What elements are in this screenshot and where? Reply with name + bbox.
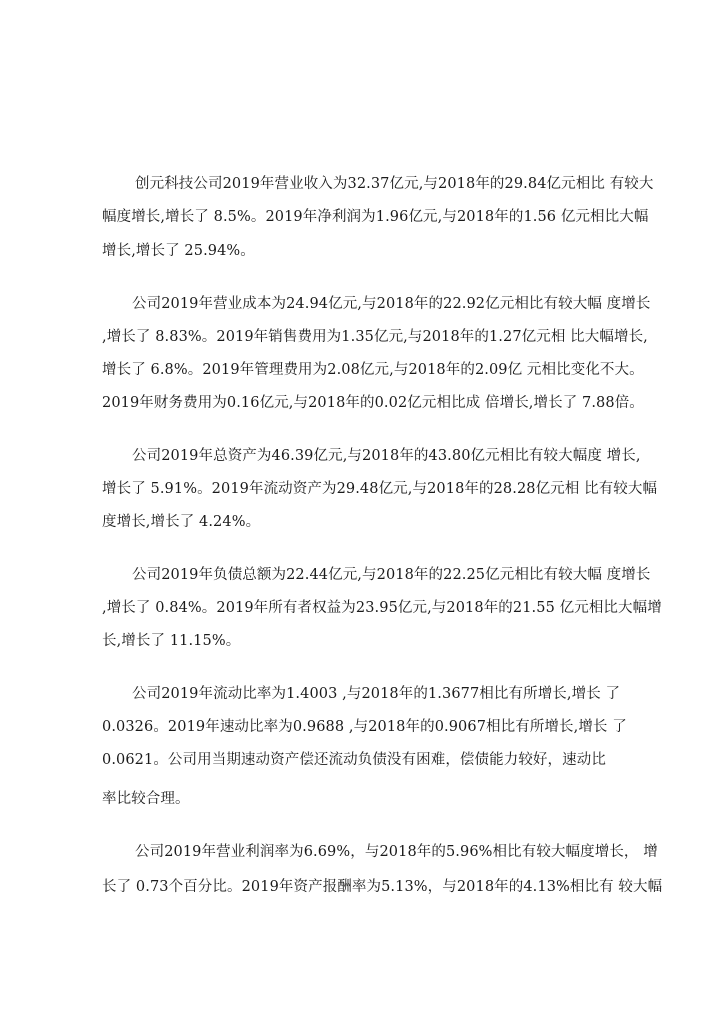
paragraph-2-line-2: ,增长了 8.83%。2019年销售费用为1.35亿元,与2018年的1.27亿元相 比大幅增长, — [102, 329, 648, 345]
paragraph-5-line-4: 率比较合理。 — [102, 791, 190, 807]
paragraph-4-line-3: 长,增长了 11.15%。 — [102, 633, 241, 649]
paragraph-4-line-2: ,增长了 0.84%。2019年所有者权益为23.95亿元,与2018年的21.55 亿元相比大幅增 — [102, 600, 662, 616]
paragraph-6-line-1: 公司2019年营业利润率为6.69%，与2018年的5.96%相比有较大幅度增长， 增 — [135, 844, 658, 860]
paragraph-3-line-3: 度增长,增长了 4.24%。 — [102, 514, 261, 530]
paragraph-5-line-1: 公司2019年流动比率为1.4003 ,与2018年的1.3677相比有所增长,增长 了 — [132, 686, 621, 702]
paragraph-6-line-2: 长了 0.73个百分比。2019年资产报酬率为5.13%，与2018年的4.13%相比有 较大幅 — [102, 879, 663, 895]
paragraph-1-line-3: 增长,增长了 25.94%。 — [102, 243, 255, 259]
paragraph-5-line-2: 0.0326。2019年速动比率为0.9688 ,与2018年的0.9067相比有所增长,增长 了 — [102, 719, 627, 735]
paragraph-2-line-1: 公司2019年营业成本为24.94亿元,与2018年的22.92亿元相比有较大幅 度增长 — [132, 296, 651, 312]
paragraph-2-line-4: 2019年财务费用为0.16亿元,与2018年的0.02亿元相比成 倍增长,增长了 7.88倍。 — [102, 395, 644, 411]
paragraph-3-line-2: 增长了 5.91%。2019年流动资产为29.48亿元,与2018年的28.28亿元相 比有较大幅 — [102, 481, 658, 497]
paragraph-5-line-3: 0.0621。公司用当期速动资产偿还流动负债没有困难，偿债能力较好，速动比 — [102, 752, 606, 768]
paragraph-1-line-2: 幅度增长,增长了 8.5%。2019年净利润为1.96亿元,与2018年的1.56 亿元相比大幅 — [102, 209, 649, 225]
paragraph-1-line-1: 创元科技公司2019年营业收入为32.37亿元,与2018年的29.84亿元相比 有较大 — [135, 176, 654, 192]
paragraph-4-line-1: 公司2019年负债总额为22.44亿元,与2018年的22.25亿元相比有较大幅 度增长 — [132, 567, 651, 583]
paragraph-2-line-3: 增长了 6.8%。2019年管理费用为2.08亿元,与2018年的2.09亿 元相比变化不大。 — [102, 362, 644, 378]
paragraph-3-line-1: 公司2019年总资产为46.39亿元,与2018年的43.80亿元相比有较大幅度 增长, — [132, 448, 641, 464]
